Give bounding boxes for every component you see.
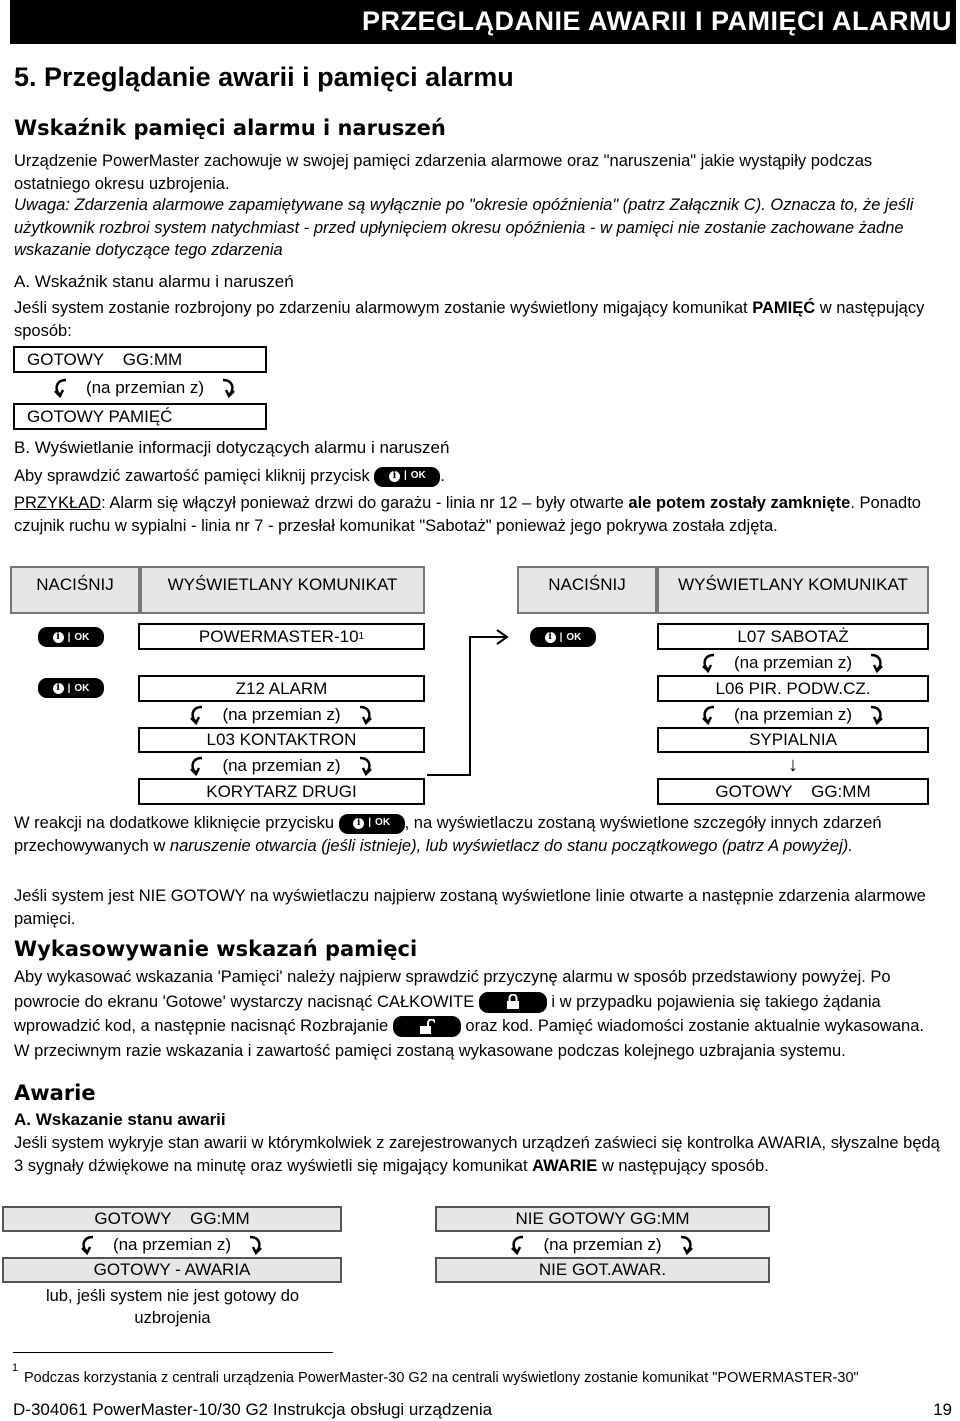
table-header-press-right: NACIŚNIJ xyxy=(517,566,657,614)
display-ready-right: GOTOWY GG:MM xyxy=(657,778,929,805)
arm-away-button-icon xyxy=(479,992,547,1013)
display-z12-alarm: Z12 ALARM xyxy=(138,675,425,702)
example-paragraph: PRZYKŁAD: Alarm się włączył ponieważ drzwi do garażu - linia nr 12 – były otwarte ale potem zostały zamknięte. Ponadto czujnik ruchu w sypialni - linia nr 7 - przesłał komunikat "Sabotaż" ponieważ jego pokrywa została zdjęta. xyxy=(14,494,921,535)
section-a-title: A. Wskaźnik stanu alarmu i naruszeń xyxy=(14,272,294,291)
display-box-memory: GOTOWY PAMIĘĆ xyxy=(13,403,267,430)
curved-arrow-left-icon xyxy=(507,1234,529,1256)
curved-arrow-right-icon xyxy=(676,1234,698,1256)
clear-subtitle: Wykasowywanie wskazań pamięci xyxy=(14,937,418,961)
alternating-indicator: (na przemian z) xyxy=(138,702,425,727)
display-l07: L07 SABOTAŻ xyxy=(657,623,929,650)
faults-a-title: A. Wskazanie stanu awarii xyxy=(14,1110,226,1129)
ok-button-icon: i | OK xyxy=(374,467,440,487)
footnote-text: Podczas korzystania z centrali urządzenia PowerMaster-30 G2 na centrali wyświetlony zostanie komunikat "POWERMASTER-30" xyxy=(24,1370,859,1386)
fault-display-not-ready-fault: NIE GOT.AWAR. xyxy=(435,1257,770,1283)
table-header-press-left: NACIŚNIJ xyxy=(10,566,140,614)
table-header-message-left: WYŚWIETLANY KOMUNIKAT xyxy=(140,566,425,614)
ok-button-icon: i | OK xyxy=(38,678,104,698)
display-sypialnia: SYPIALNIA xyxy=(657,727,929,753)
section-title: 5. Przeglądanie awarii i pamięci alarmu xyxy=(14,62,514,92)
fault-display-ready-fault: GOTOWY - AWARIA xyxy=(2,1257,342,1283)
curved-arrow-right-icon xyxy=(245,1234,267,1256)
after-paragraph-1: W reakcji na dodatkowe kliknięcie przycisku i | OK , na wyświetlaczu zostaną wyświetlone szczegóły innych zdarzeń przechowywanych w naruszenie otwarcia (jeśli istnieje), lub wyświetlacz do stanu początkowego (patrz A powyżej). xyxy=(14,814,882,855)
curved-arrow-left-icon xyxy=(698,704,720,726)
header-title: PRZEGLĄDANIE AWARII I PAMIĘCI ALARMU xyxy=(362,6,952,36)
ok-button-icon: i | OK xyxy=(38,627,104,647)
footnote-divider xyxy=(13,1352,333,1353)
footer-page-number: 19 xyxy=(933,1400,952,1419)
display-l03: L03 KONTAKTRON xyxy=(138,727,425,753)
alternating-indicator: (na przemian z) xyxy=(2,1232,342,1257)
fault-display-ready: GOTOWY GG:MM xyxy=(2,1206,342,1232)
fault-display-not-ready: NIE GOTOWY GG:MM xyxy=(435,1206,770,1232)
alternating-indicator: (na przemian z) xyxy=(138,753,425,778)
curved-arrow-right-icon xyxy=(866,652,888,674)
display-korytarz: KORYTARZ DRUGI xyxy=(138,778,425,805)
footer-doc: D-304061 PowerMaster-10/30 G2 Instrukcja obsługi urządzenia xyxy=(13,1400,493,1419)
fault-alt-note: lub, jeśli system nie jest gotowy do uzbrojenia xyxy=(45,1287,300,1327)
table-header-message-right: WYŚWIETLANY KOMUNIKAT xyxy=(657,566,929,614)
memory-note: Uwaga: Zdarzenia alarmowe zapamiętywane są wyłącznie po "okresie opóźnienia" (patrz Załącznik C). Oznacza to, że jeśli użytkownik rozbroi system natychmiast - przed upłynięciem okresu opóźnienia - w pamięci nie zostanie zachowane żadne wskazanie dotyczące tego zdarzenia xyxy=(14,196,914,259)
display-powermaster: POWERMASTER-10 1 xyxy=(138,623,425,650)
faults-paragraph: Jeśli system wykryje stan awarii w którymkolwiek z zarejestrowanych urządzeń zaświeci się kontrolka AWARIA, słyszalne będą 3 sygnały dźwiękowe na minutę oraz wyświetli się migający komunikat AWARIE w następujący sposób. xyxy=(14,1134,940,1175)
section-a-text: Jeśli system zostanie rozbrojony po zdarzeniu alarmowym zostanie wyświetlony migający komunikat PAMIĘĆ w następujący sposób: xyxy=(14,299,925,340)
curved-arrow-left-icon xyxy=(698,652,720,674)
alternating-indicator: (na przemian z) xyxy=(657,702,929,727)
alternating-indicator: (na przemian z) xyxy=(657,650,929,675)
alternating-indicator: (na przemian z) xyxy=(40,375,250,401)
alternating-indicator: (na przemian z) xyxy=(435,1232,770,1257)
display-box-ready: GOTOWY GG:MM xyxy=(13,346,267,373)
curved-arrow-left-icon xyxy=(77,1234,99,1256)
curved-arrow-left-icon xyxy=(186,755,208,777)
faults-subtitle: Awarie xyxy=(14,1081,96,1105)
curved-arrow-right-icon xyxy=(355,704,377,726)
curved-arrow-right-icon xyxy=(218,377,240,399)
section-b-text: Aby sprawdzić zawartość pamięci kliknij przycisk i | OK . xyxy=(14,467,445,485)
ok-button-icon: i | OK xyxy=(339,814,405,834)
curved-arrow-left-icon xyxy=(50,377,72,399)
section-b-title: B. Wyświetlanie informacji dotyczących alarmu i naruszeń xyxy=(14,438,450,457)
memory-subtitle: Wskaźnik pamięci alarmu i naruszeń xyxy=(14,116,446,140)
display-l06: L06 PIR. PODW.CZ. xyxy=(657,675,929,702)
continue-arrow-icon xyxy=(425,625,517,780)
clear-paragraph: Aby wykasować wskazania 'Pamięci' należy najpierw sprawdzić przyczynę alarmu w sposób przedstawiony powyżej. Po powrocie do ekranu 'Gotowe' wystarczy nacisnąć CAŁKOWITE i w przypadku pojawienia się takiego żądania wprowadzić kod, a następnie nacisnąć Rozbrajanie oraz kod. Pamięć wiadomości zostanie aktualnie wykasowana. W przeciwnym razie wskazania i zawartość pamięci zostaną wykasowane podczas kolejnego uzbrajania systemu. xyxy=(14,968,924,1060)
down-arrow-icon: ↓ xyxy=(788,754,798,776)
curved-arrow-right-icon xyxy=(355,755,377,777)
memory-paragraph: Urządzenie PowerMaster zachowuje w swojej pamięci zdarzenia alarmowe oraz "naruszenia" jakie wystąpiły podczas ostatniego okresu uzbrojenia. xyxy=(14,152,873,193)
disarm-button-icon xyxy=(393,1016,461,1037)
ok-button-icon: i | OK xyxy=(530,627,596,647)
footnote-number: 1 xyxy=(12,1362,19,1374)
after-paragraph-2: Jeśli system jest NIE GOTOWY na wyświetlaczu najpierw zostaną wyświetlone linie otwarte a następnie zdarzenia alarmowe pamięci. xyxy=(14,887,926,928)
curved-arrow-right-icon xyxy=(866,704,888,726)
curved-arrow-left-icon xyxy=(186,704,208,726)
